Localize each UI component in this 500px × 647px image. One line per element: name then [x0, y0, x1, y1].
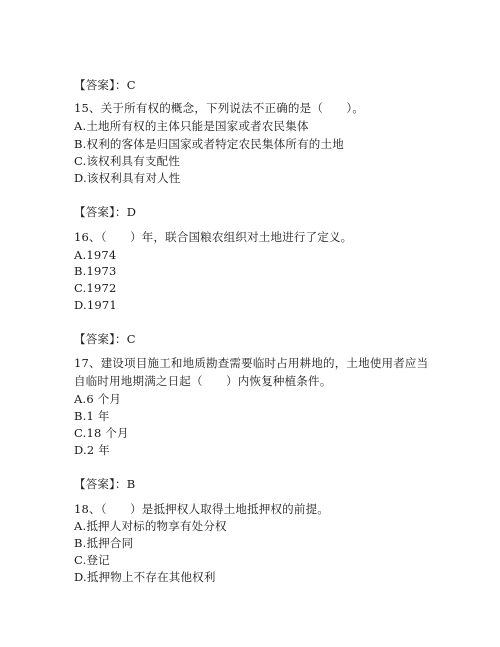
option-b: B.抵押合同: [74, 536, 134, 550]
question-stem-continued: 自临时用地期满之日起（ ）内恢复种植条件。: [74, 374, 332, 388]
option-a: A.6 个月: [74, 392, 122, 406]
question-stem: 17、建设项目施工和地质勘查需要临时占用耕地的，土地使用者应当: [74, 356, 429, 370]
option-c: C.登记: [74, 553, 110, 567]
option-b: B.1 年: [74, 409, 110, 423]
option-d: D.该权利具有对人性: [74, 171, 181, 185]
answer-line: 【答案】：D: [74, 205, 137, 219]
option-c: C.18 个月: [74, 426, 129, 440]
option-d: D.1971: [74, 298, 117, 312]
question-stem: 16、（ ）年，联合国粮农组织对土地进行了定义。: [74, 230, 353, 244]
option-a: A.1974: [74, 248, 117, 262]
option-d: D.2 年: [74, 443, 110, 457]
option-b: B.权利的客体是归国家或者特定农民集体所有的土地: [74, 137, 344, 151]
question-stem: 18、（ ）是抵押权人取得土地抵押权的前提。: [74, 502, 329, 516]
option-a: A.抵押人对标的物享有处分权: [74, 519, 227, 533]
question-stem: 15、关于所有权的概念，下列说法不正确的是（ ）。: [74, 101, 365, 115]
option-a: A.土地所有权的主体只能是国家或者农民集体: [74, 119, 309, 133]
option-c: C.1972: [74, 281, 117, 295]
answer-line: 【答案】：C: [74, 78, 136, 92]
answer-line: 【答案】：B: [74, 477, 136, 491]
option-d: D.抵押物上不存在其他权利: [74, 570, 216, 584]
option-b: B.1973: [74, 264, 117, 278]
answer-line: 【答案】：C: [74, 332, 136, 346]
option-c: C.该权利具有支配性: [74, 154, 181, 168]
